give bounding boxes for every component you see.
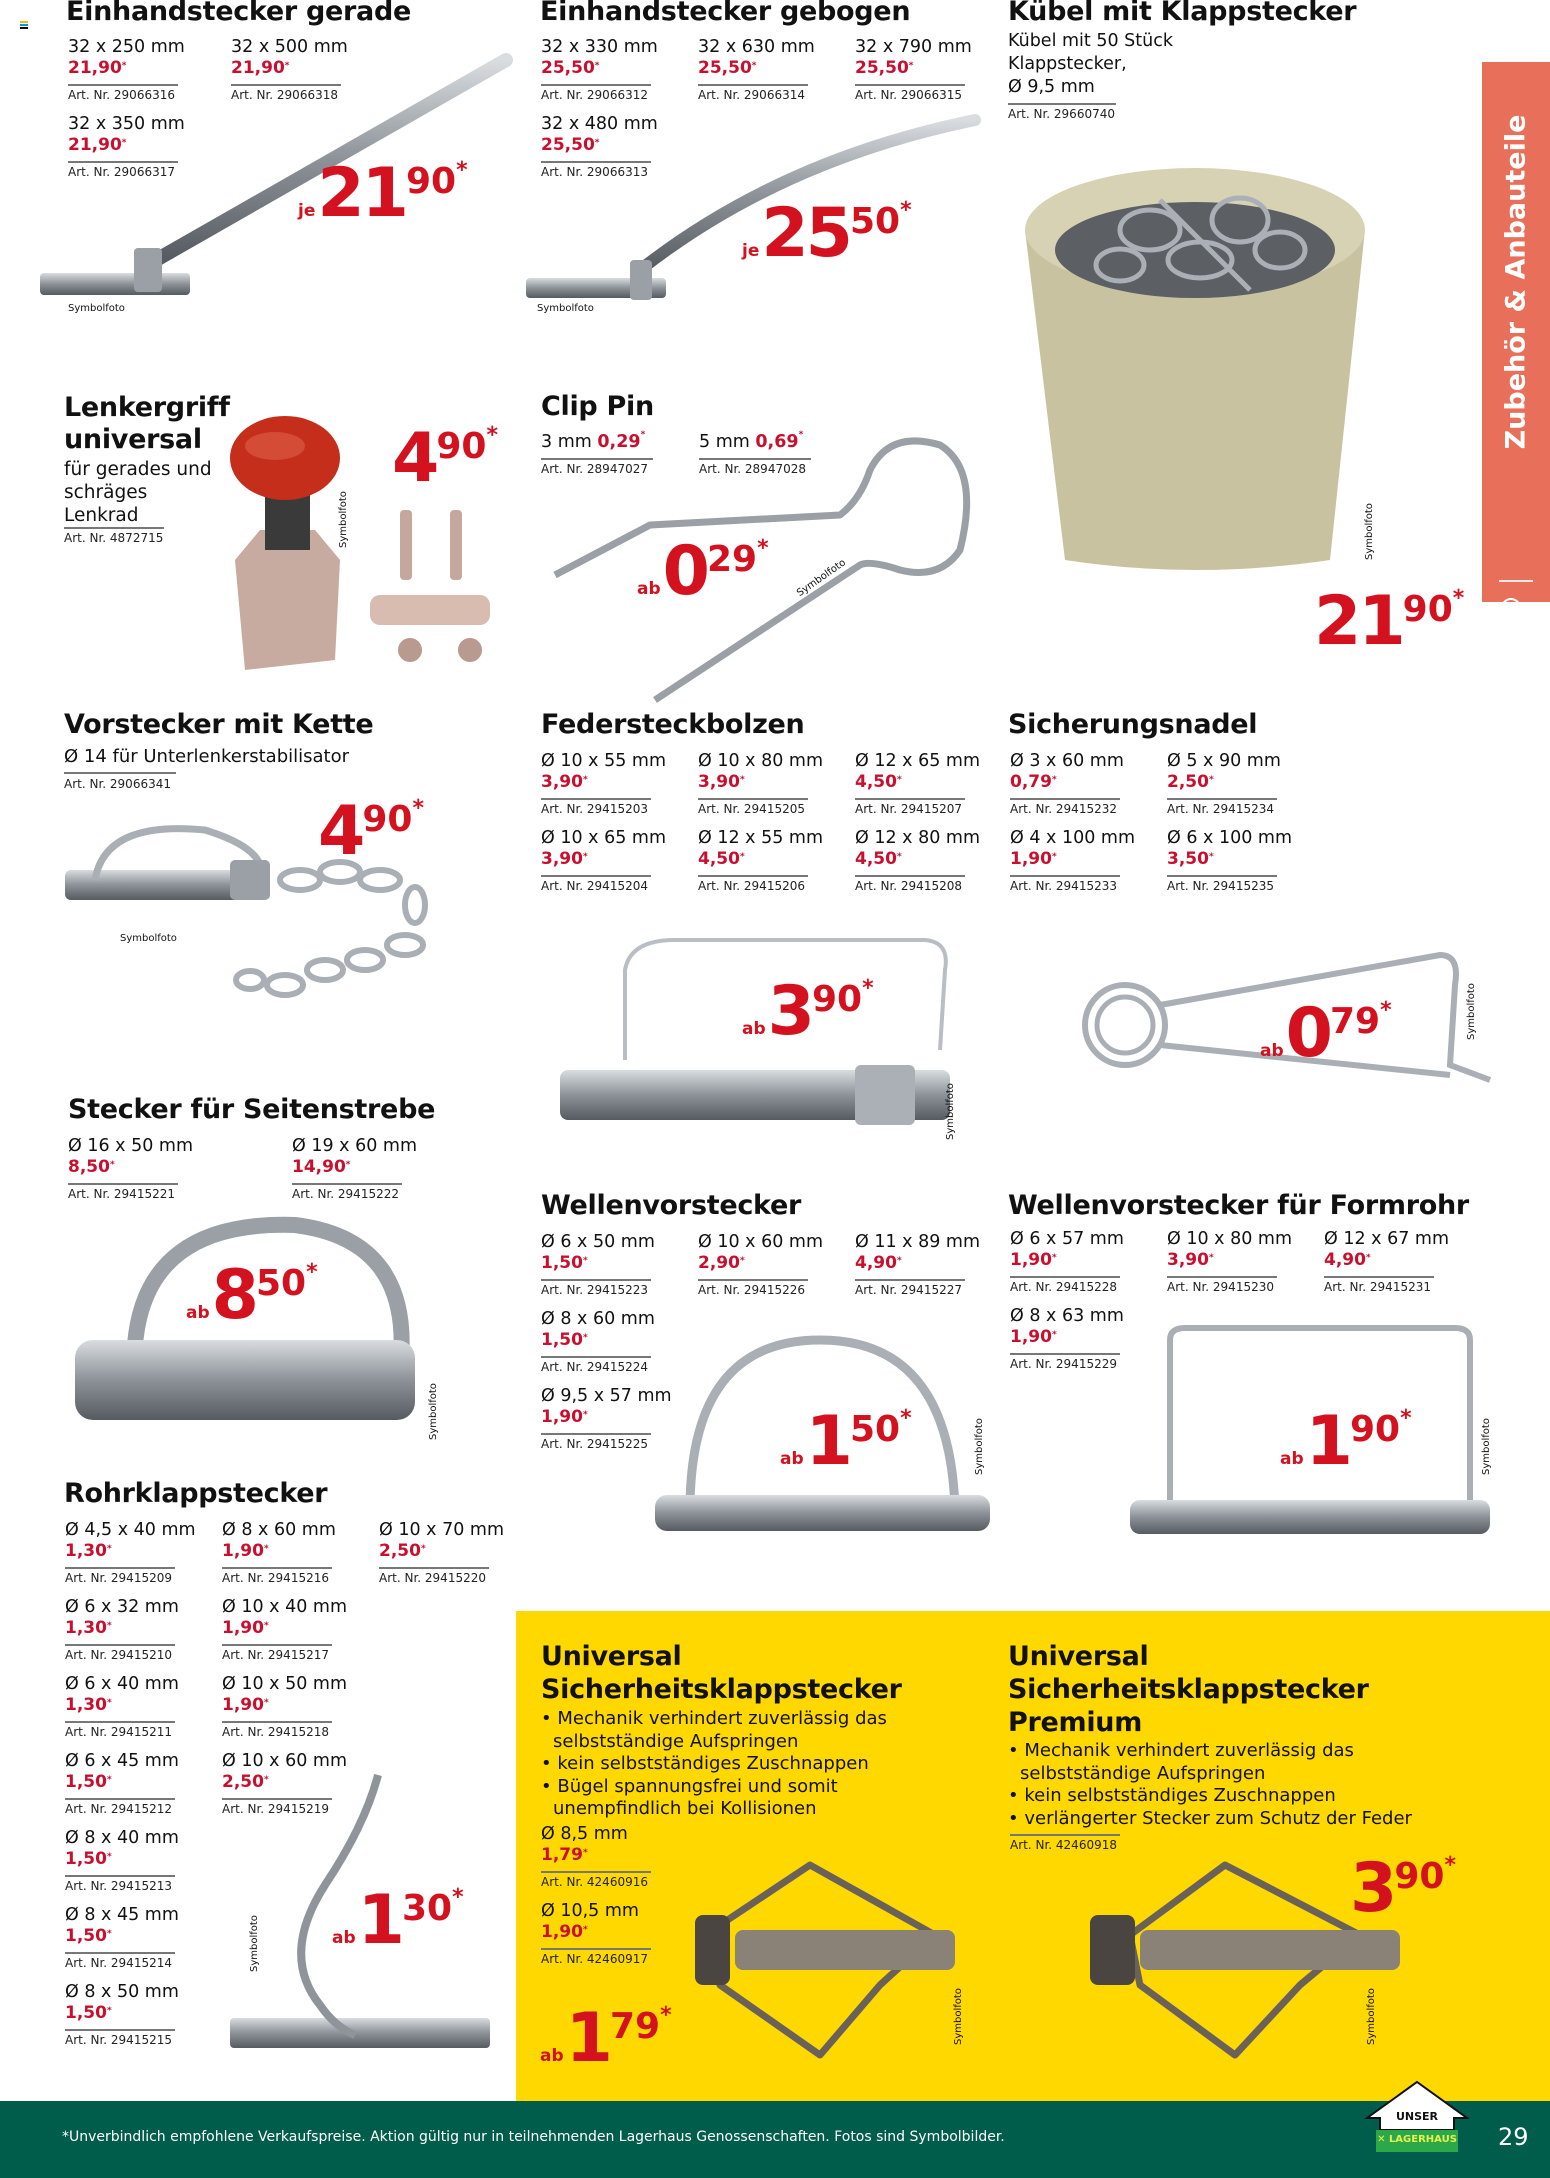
article-number: Art. Nr. 29415210 — [65, 1648, 172, 1662]
variant-size: Ø 5 x 90 mm — [1167, 751, 1281, 771]
article-number: Art. Nr. 29660740 — [1008, 107, 1115, 121]
category-label: Zubehör & Anbauteile — [1500, 114, 1532, 450]
safety-lynch-pin-image — [680, 1855, 980, 2075]
variant-price: 2,50* — [1167, 772, 1214, 792]
article-number: Art. Nr. 29415209 — [65, 1571, 172, 1585]
article-number: Art. Nr. 29415213 — [65, 1879, 172, 1893]
big-price-sicherungsnadel: ab079* — [1260, 994, 1392, 1073]
article-number: Art. Nr. 42460917 — [541, 1952, 648, 1966]
variant — [698, 1231, 846, 1299]
symbolfoto-label: Symbolfoto — [1466, 983, 1477, 1040]
variant-size: Ø 10 x 55 mm — [541, 751, 667, 771]
variant-price: 8,50* — [68, 1157, 115, 1177]
article-number: Art. Nr. 29415205 — [698, 802, 805, 816]
variant — [1010, 750, 1158, 818]
variant-price: 4,50* — [855, 849, 902, 869]
variant-price: 1,79* — [541, 1845, 588, 1865]
big-price-sicherheitsklapp: ab179* — [540, 1999, 672, 2078]
article-number: Art. Nr. 29066314 — [698, 88, 805, 102]
variant-price: 1,90* — [222, 1618, 269, 1638]
variant — [1010, 827, 1158, 895]
variant-price: 0,79* — [1010, 772, 1057, 792]
variant-price: 3,50* — [1167, 849, 1214, 869]
print-mark — [20, 24, 28, 26]
variant-size: Ø 8 x 63 mm — [1010, 1306, 1124, 1326]
variant-size: Ø 8 x 45 mm — [65, 1905, 179, 1925]
variant — [65, 1827, 213, 1895]
variant-size: Ø 12 x 67 mm — [1324, 1229, 1450, 1249]
symbolfoto-label: Symbolfoto — [428, 1383, 439, 1440]
article-number: Art. Nr. 29415203 — [541, 802, 648, 816]
article-number: Art. Nr. 29415221 — [68, 1187, 175, 1201]
variant-price: 1,50* — [541, 1330, 588, 1350]
product-description: für gerades und schräges Lenkrad — [64, 459, 212, 526]
variant — [1167, 750, 1315, 818]
big-price-vorstecker-kette: 490* — [318, 792, 424, 871]
parts-plus-icon — [1498, 597, 1538, 633]
logo-text-top: UNSER — [1395, 2110, 1439, 2123]
variant — [222, 1596, 370, 1664]
symbolfoto-label: Symbolfoto — [249, 1915, 260, 1972]
variant-price: 2,50* — [379, 1541, 426, 1561]
product-title-sicherheitsklapp: Universal Sicherheitsklappstecker — [541, 1641, 902, 1705]
article-number: Art. Nr. 29415218 — [222, 1725, 329, 1739]
variant-price: 1,30* — [65, 1695, 112, 1715]
symbolfoto-label: Symbolfoto — [795, 557, 848, 600]
product-title-rohrklappstecker: Rohrklappstecker — [64, 1478, 328, 1509]
variant-size: Ø 8 x 40 mm — [65, 1828, 179, 1848]
big-price-lenkergriff: 490* — [392, 419, 498, 498]
article-number: Art. Nr. 29415208 — [855, 879, 962, 893]
variant-size: Ø 10 x 40 mm — [222, 1597, 348, 1617]
variant-price: 4,90* — [855, 1253, 902, 1273]
variant — [68, 1135, 216, 1203]
big-price-einhand-gebogen: je2550* — [742, 194, 912, 273]
article-number: Art. Nr. 29066341 — [64, 777, 171, 791]
variant-size: Ø 6 x 45 mm — [65, 1751, 179, 1771]
print-mark — [20, 21, 28, 23]
variant-price: 1,90* — [222, 1695, 269, 1715]
variant-price: 25,50* — [698, 58, 757, 78]
variant — [65, 1596, 213, 1664]
variant-size: Ø 12 x 55 mm — [698, 828, 824, 848]
variant-size: 32 x 480 mm — [541, 114, 658, 134]
variant-price: 1,50* — [65, 1926, 112, 1946]
article-number: Art. Nr. 29415222 — [292, 1187, 399, 1201]
variant-price: 25,50* — [855, 58, 914, 78]
variant-price: 2,90* — [698, 1253, 745, 1273]
symbolfoto-label: Symbolfoto — [945, 1083, 956, 1140]
variant-size: 32 x 790 mm — [855, 37, 972, 57]
article-number: Art. Nr. 29066316 — [68, 88, 175, 102]
variant — [541, 750, 689, 818]
variant — [855, 36, 1003, 104]
variant-price: 21,90* — [68, 58, 127, 78]
variant-size: Ø 10 x 70 mm — [379, 1520, 505, 1540]
variant — [855, 750, 1003, 818]
variant-size: Ø 6 x 50 mm — [541, 1232, 655, 1252]
variant — [541, 827, 689, 895]
variant-price: 4,90* — [1324, 1250, 1371, 1270]
variant — [698, 827, 846, 895]
variant-size: Ø 8 x 60 mm — [222, 1520, 336, 1540]
big-price-rohrklappstecker: ab130* — [332, 1881, 464, 1960]
article-number: Art. Nr. 29415232 — [1010, 802, 1117, 816]
article-number: Art. Nr. 28947027 — [541, 462, 648, 476]
article-number: Art. Nr. 28947028 — [699, 462, 806, 476]
variant-price: 3,90* — [541, 772, 588, 792]
article-number: Art. Nr. 29415226 — [698, 1283, 805, 1297]
variant-price: 21,90* — [231, 58, 290, 78]
divider — [64, 527, 164, 529]
variant-price: 25,50* — [541, 58, 600, 78]
product-title-federsteckbolzen: Federsteckbolzen — [541, 709, 805, 740]
symbolfoto-label: Symbolfoto — [974, 1418, 985, 1475]
variant — [541, 1231, 689, 1299]
variant-price: 3,90* — [698, 772, 745, 792]
product-description: Ø 14 für Unterlenkerstabilisator — [64, 746, 350, 767]
symbolfoto-label: Symbolfoto — [1364, 503, 1375, 560]
article-number: Art. Nr. 29415211 — [65, 1725, 172, 1739]
article-number: Art. Nr. 29415220 — [379, 1571, 486, 1585]
variant-price: 21,90* — [68, 135, 127, 155]
product-title-wellenvorstecker-formrohr: Wellenvorstecker für Formrohr — [1008, 1190, 1469, 1221]
article-number: Art. Nr. 29415230 — [1167, 1280, 1274, 1294]
variant — [855, 1231, 1003, 1299]
symbolfoto-label: Symbolfoto — [1366, 1988, 1377, 2045]
pin-with-chain-image — [55, 810, 495, 1020]
print-mark — [20, 27, 28, 29]
variant-price: 1,90* — [541, 1407, 588, 1427]
variant-size: 32 x 630 mm — [698, 37, 815, 57]
variant-price: 3,90* — [1167, 1250, 1214, 1270]
variant-price: 4,50* — [855, 772, 902, 792]
big-price-seitenstrebe: ab850* — [186, 1256, 318, 1335]
variant: 5 mm 0,69* — [699, 430, 804, 452]
tab-divider — [1499, 580, 1533, 582]
variant — [698, 750, 846, 818]
variant-price: 1,30* — [65, 1618, 112, 1638]
article-number: Art. Nr. 29066313 — [541, 165, 648, 179]
product-title-einhand-gebogen: Einhandstecker gebogen — [540, 0, 911, 27]
variant-size: Ø 8 x 60 mm — [541, 1309, 655, 1329]
variant — [379, 1519, 527, 1587]
variant-price: 1,50* — [65, 1772, 112, 1792]
big-price-wellenvorstecker: ab150* — [780, 1402, 912, 1481]
price-disclaimer: *Unverbindlich empfohlene Verkaufspreise. Aktion gültig nur in teilnehmenden Lagerhaus Genossenschaften. Fotos sind Symbolbilder. — [62, 2129, 1005, 2145]
variant — [292, 1135, 440, 1203]
article-number: Art. Nr. 29415225 — [541, 1437, 648, 1451]
variant-size: Ø 12 x 80 mm — [855, 828, 981, 848]
variant-size: Ø 6 x 100 mm — [1167, 828, 1293, 848]
symbolfoto-label: Symbolfoto — [68, 303, 125, 314]
big-price-federsteckbolzen: ab390* — [742, 972, 874, 1051]
variant — [65, 1750, 213, 1818]
variant-price: 1,30* — [65, 1541, 112, 1561]
article-number: Art. Nr. 29066318 — [231, 88, 338, 102]
symbolfoto-label: Symbolfoto — [537, 303, 594, 314]
variant: 3 mm 0,29* — [541, 430, 646, 452]
product-title-clip-pin: Clip Pin — [541, 391, 654, 422]
article-number: Art. Nr. 29415235 — [1167, 879, 1274, 893]
article-number: Art. Nr. 29415212 — [65, 1802, 172, 1816]
variant-size: Ø 4,5 x 40 mm — [65, 1520, 196, 1540]
article-number: Art. Nr. 29066312 — [541, 88, 648, 102]
symbolfoto-label: Symbolfoto — [953, 1988, 964, 2045]
variant-price: 2,50* — [222, 1772, 269, 1792]
symbolfoto-label: Symbolfoto — [120, 933, 177, 944]
variant-price: 1,90* — [1010, 1250, 1057, 1270]
footer — [0, 2101, 1550, 2178]
big-price-kuebel: 2190* — [1314, 582, 1465, 661]
article-number: Art. Nr. 42460916 — [541, 1875, 648, 1889]
variant-size: Ø 10 x 80 mm — [1167, 1229, 1293, 1249]
article-number: Art. Nr. 29066317 — [68, 165, 175, 179]
product-title-sicherungsnadel: Sicherungsnadel — [1008, 709, 1258, 740]
variant-size: Ø 11 x 89 mm — [855, 1232, 981, 1252]
variant — [65, 1904, 213, 1972]
variant-price: 25,50* — [541, 135, 600, 155]
variant-size: Ø 9,5 x 57 mm — [541, 1386, 672, 1406]
variant-size: Ø 8,5 mm — [541, 1824, 628, 1844]
variant — [1010, 1228, 1158, 1296]
article-number: Art. Nr. 29415224 — [541, 1360, 648, 1374]
variant-size: Ø 12 x 65 mm — [855, 751, 981, 771]
product-title-wellenvorstecker: Wellenvorstecker — [541, 1190, 801, 1221]
variant — [65, 1519, 213, 1587]
variant-size: Ø 19 x 60 mm — [292, 1136, 418, 1156]
product-description: Kübel mit 50 Stück Klappstecker, Ø 9,5 mm — [1008, 31, 1173, 97]
variant-price: 3,90* — [541, 849, 588, 869]
product-title-kuebel: Kübel mit Klappstecker — [1008, 0, 1357, 27]
article-number: Art. Nr. 29415219 — [222, 1802, 329, 1816]
variant — [855, 827, 1003, 895]
article-number: Art. Nr. 29415234 — [1167, 802, 1274, 816]
article-number: Art. Nr. 29415207 — [855, 802, 962, 816]
variant-size: 32 x 500 mm — [231, 37, 348, 57]
variant-size: 32 x 250 mm — [68, 37, 185, 57]
variant — [65, 1673, 213, 1741]
big-price-clip-pin: ab029* — [637, 532, 769, 611]
variant — [541, 1900, 689, 1968]
big-price-einhand-gerade: je2190* — [298, 154, 468, 233]
variant — [222, 1519, 370, 1587]
logo-text-bottom: ✕ LAGERHAUS — [1377, 2134, 1457, 2145]
article-number: Art. Nr. 29415231 — [1324, 1280, 1431, 1294]
variant — [1167, 827, 1315, 895]
variant-price: 1,90* — [222, 1541, 269, 1561]
variant-size: Ø 6 x 57 mm — [1010, 1229, 1124, 1249]
variant — [65, 1981, 213, 2049]
article-number: Art. Nr. 29066315 — [855, 88, 962, 102]
big-price-wellenvorstecker-formrohr: ab190* — [1280, 1402, 1412, 1481]
variant-price: 4,50* — [698, 849, 745, 869]
feature-list: • Mechanik verhindert zuverlässig das selbstständige Aufspringen • kein selbstständiges Zuschnappen • verlängerter Stecker zum Schutz der Feder — [1008, 1740, 1448, 1830]
variant — [222, 1673, 370, 1741]
variant-price: 1,90* — [1010, 849, 1057, 869]
symbolfoto-label: Symbolfoto — [338, 491, 349, 548]
article-number: Art. Nr. 29415223 — [541, 1283, 648, 1297]
variant-size: Ø 3 x 60 mm — [1010, 751, 1124, 771]
variant-size: Ø 10 x 80 mm — [698, 751, 824, 771]
variant-size: 32 x 350 mm — [68, 114, 185, 134]
lagerhaus-logo[interactable] — [1362, 2080, 1472, 2160]
variant-size: Ø 10,5 mm — [541, 1901, 639, 1921]
variant-size: 32 x 330 mm — [541, 37, 658, 57]
article-number: Art. Nr. 29415229 — [1010, 1357, 1117, 1371]
category-side-tab[interactable] — [1482, 62, 1550, 602]
variant-price: 1,50* — [65, 1849, 112, 1869]
bucket-of-pins-image — [1010, 140, 1380, 580]
variant-size: Ø 16 x 50 mm — [68, 1136, 194, 1156]
article-number: Art. Nr. 29415227 — [855, 1283, 962, 1297]
variant-price: 14,90* — [292, 1157, 351, 1177]
product-title-vorstecker-kette: Vorstecker mit Kette — [64, 709, 374, 740]
article-number: Art. Nr. 42460918 — [1010, 1838, 1117, 1852]
article-number: Art. Nr. 29415217 — [222, 1648, 329, 1662]
variant — [698, 36, 846, 104]
variant-size: Ø 10 x 60 mm — [222, 1751, 348, 1771]
article-number: Art. Nr. 29415214 — [65, 1956, 172, 1970]
article-number: Art. Nr. 29415216 — [222, 1571, 329, 1585]
variant-price: 1,50* — [65, 2003, 112, 2023]
product-title-lenkergriff: Lenkergriff universal — [64, 392, 230, 455]
product-title-einhand-gerade: Einhandstecker gerade — [66, 0, 411, 27]
product-title-seitenstrebe: Stecker für Seitenstrebe — [68, 1094, 436, 1125]
feature-list: • Mechanik verhindert zuverlässig das selbstständige Aufspringen • kein selbstständiges Zuschnappen • Bügel spannungsfrei und somit unempfindlich bei Kollisionen — [541, 1708, 961, 1821]
article-number: Art. Nr. 29415206 — [698, 879, 805, 893]
symbolfoto-label: Symbolfoto — [1481, 1418, 1492, 1475]
variant-size: Ø 10 x 60 mm — [698, 1232, 824, 1252]
variant — [541, 36, 689, 104]
variant — [1167, 1228, 1315, 1296]
variant-size: Ø 6 x 32 mm — [65, 1597, 179, 1617]
article-number: Art. Nr. 29415204 — [541, 879, 648, 893]
variant-size: Ø 4 x 100 mm — [1010, 828, 1136, 848]
article-number: Art. Nr. 4872715 — [64, 531, 164, 545]
variant — [1324, 1228, 1472, 1296]
divider — [1008, 103, 1116, 105]
variant-size: Ø 10 x 50 mm — [222, 1674, 348, 1694]
page-number: 29 — [1498, 2123, 1529, 2151]
variant-size: Ø 8 x 50 mm — [65, 1982, 179, 2002]
product-title-sicherheitsklapp-premium: Universal Sicherheitsklappstecker Premium — [1008, 1641, 1369, 1738]
variant-size: Ø 10 x 65 mm — [541, 828, 667, 848]
divider — [1010, 1834, 1120, 1836]
variant-price: 1,50* — [541, 1253, 588, 1273]
variant-price: 1,90* — [541, 1922, 588, 1942]
variant — [541, 1823, 689, 1891]
variant-price: 1,90* — [1010, 1327, 1057, 1347]
variant-size: Ø 6 x 40 mm — [65, 1674, 179, 1694]
article-number: Art. Nr. 29415215 — [65, 2033, 172, 2047]
divider — [64, 772, 176, 774]
big-price-sicherheitsklapp-premium: 390* — [1350, 1849, 1456, 1928]
article-number: Art. Nr. 29415233 — [1010, 879, 1117, 893]
article-number: Art. Nr. 29415228 — [1010, 1280, 1117, 1294]
